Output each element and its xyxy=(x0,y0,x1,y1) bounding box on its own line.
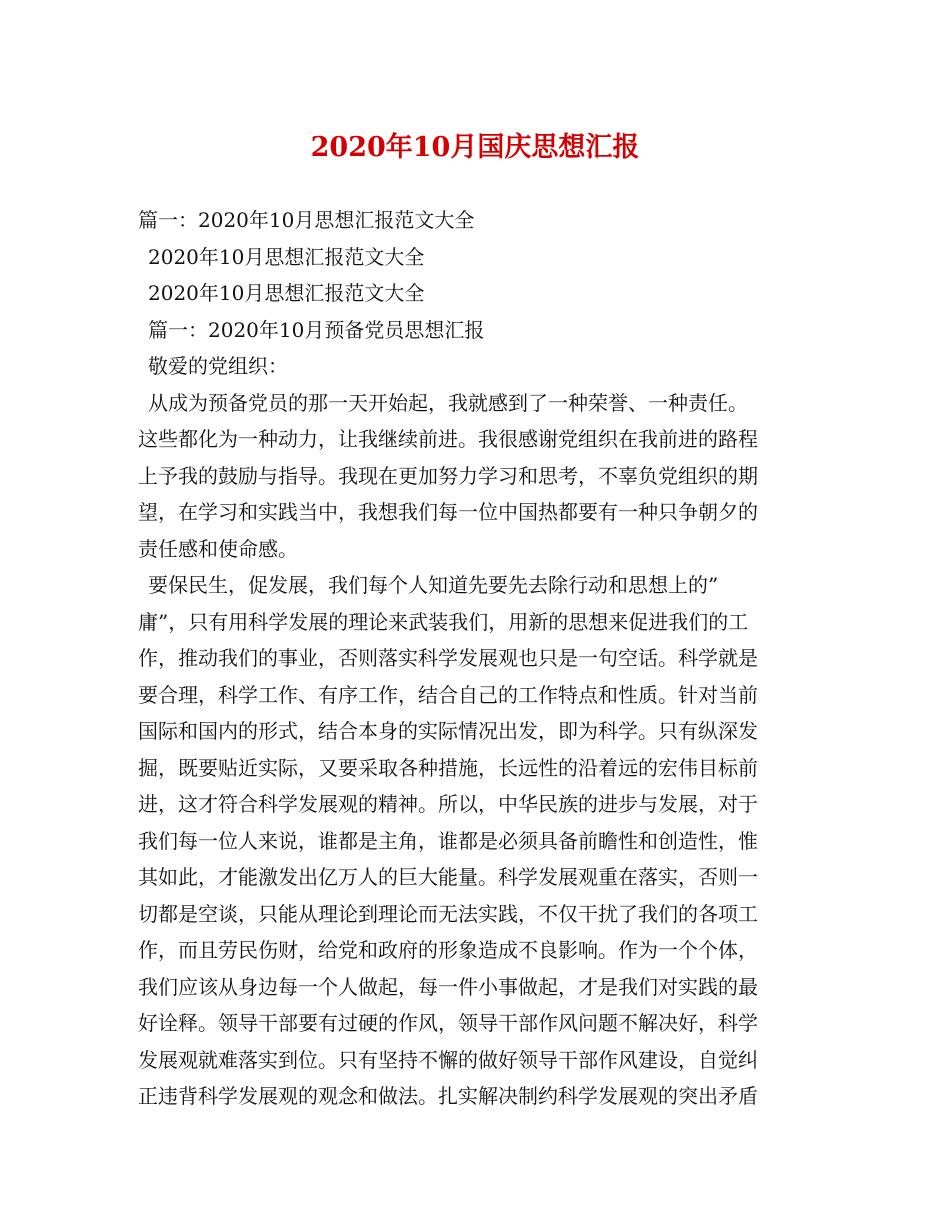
document-title: 2020年10月国庆思想汇报 xyxy=(310,132,640,163)
body-line: 望，在学习和实践当中，我想我们每一位中国热都要有一种只争朝夕的 xyxy=(138,500,758,524)
header-line: 篇一：2020年10月思想汇报范文大全 xyxy=(138,208,475,232)
body-line: 作，而且劳民伤财，给党和政府的形象造成不良影响。作为一个个体， xyxy=(138,938,758,962)
body-line: 庸”，只有用科学发展的理论来武装我们，用新的思想来促进我们的工 xyxy=(138,609,749,634)
document-body xyxy=(138,202,818,1115)
body-line: 从成为预备党员的那一天开始起，我就感到了一种荣誉、一种责任。 xyxy=(148,390,748,415)
body-line: 发展观就难落实到位。只有坚持不懈的做好领导干部作风建设，自觉纠 xyxy=(138,1047,758,1072)
body-line: 要合理，科学工作、有序工作，结合自己的工作特点和性质。针对当前 xyxy=(138,682,758,707)
body-line: 责任感和使命感。 xyxy=(138,536,298,561)
body-line: 我们每一位人来说，谁都是主角，谁都是必须具备前瞻性和创造性，惟 xyxy=(138,828,758,853)
body-line: 进，这才符合科学发展观的精神。所以，中华民族的进步与发展，对于 xyxy=(138,792,758,816)
salutation: 敬爱的党组织： xyxy=(148,354,288,378)
body-line: 掘，既要贴近实际，又要采取各种措施，长远性的沿着远的宏伟目标前 xyxy=(138,755,758,780)
body-line: 切都是空谈，只能从理论到理论而无法实践，不仅干扰了我们的各项工 xyxy=(138,901,758,926)
body-line: 其如此，才能激发出亿万人的巨大能量。科学发展观重在落实，否则一 xyxy=(138,865,758,889)
body-line: 这些都化为一种动力，让我继续前进。我很感谢党组织在我前进的路程 xyxy=(138,427,758,451)
body-line: 正违背科学发展观的观念和做法。扎实解决制约科学发展观的突出矛盾 xyxy=(138,1084,758,1108)
header-line: 2020年10月思想汇报范文大全 xyxy=(148,244,425,269)
body-line: 我们应该从身边每一个人做起，每一件小事做起，才是我们对实践的最 xyxy=(138,974,758,999)
header-line: 2020年10月思想汇报范文大全 xyxy=(148,281,425,305)
body-line: 要保民生，促发展，我们每个人知道先要先去除行动和思想上的” xyxy=(148,573,719,597)
body-line: 好诠释。领导干部要有过硬的作风，领导干部作风问题不解决好，科学 xyxy=(138,1011,758,1035)
body-line: 国际和国内的形式，结合本身的实际情况出发，即为科学。只有纵深发 xyxy=(138,719,758,743)
header-line: 篇一：2020年10月预备党员思想汇报 xyxy=(148,317,485,342)
body-line: 作，推动我们的事业，否则落实科学发展观也只是一句空话。科学就是 xyxy=(138,646,758,670)
body-line: 上予我的鼓励与指导。我现在更加努力学习和思考，不辜负党组织的期 xyxy=(138,463,758,488)
